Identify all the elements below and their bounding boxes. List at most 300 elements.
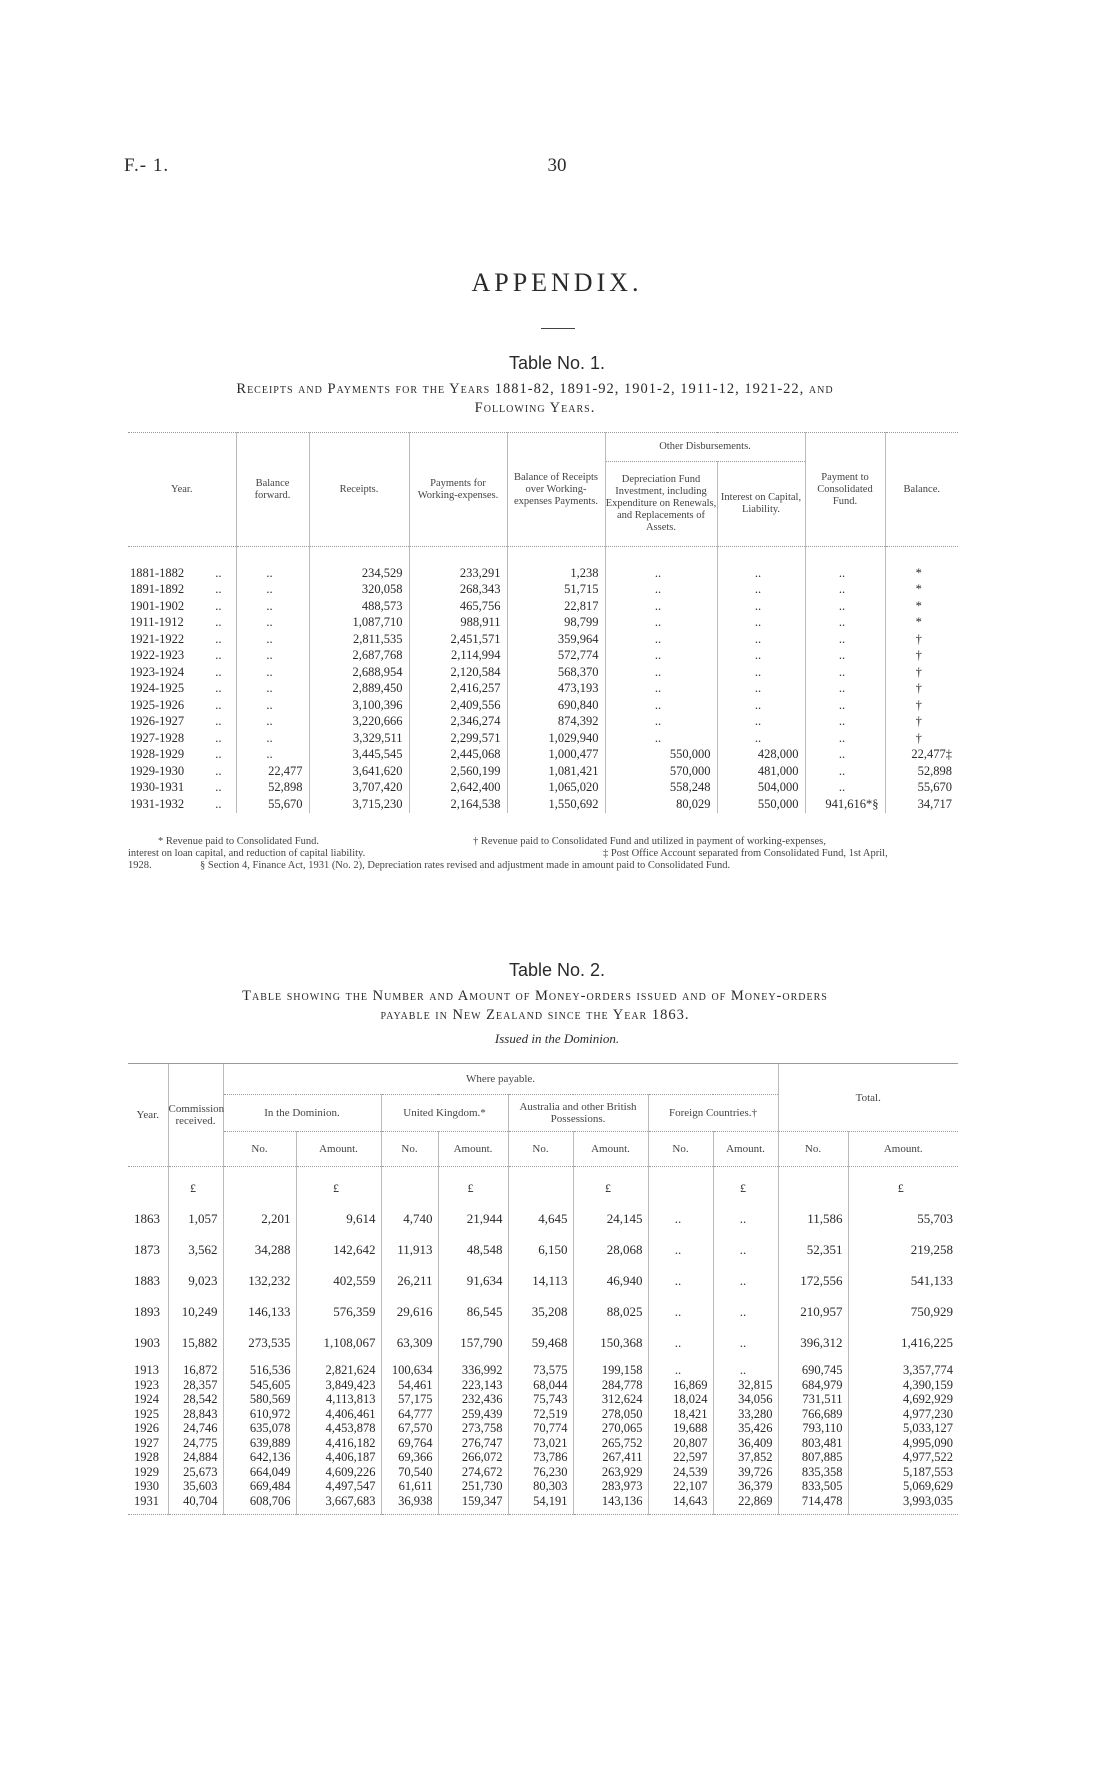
table2-year: 1903 [134, 1335, 160, 1350]
table2-cell: .. [648, 1258, 713, 1289]
table2-cell: 22,869 [713, 1494, 778, 1515]
t2-head-no: No. [648, 1132, 713, 1167]
table1-year-leader: .. [215, 730, 222, 745]
table1-year-leader: .. [215, 747, 222, 762]
appendix-title: APPENDIX. [471, 268, 643, 297]
table1-cell: 2,409,556 [409, 697, 507, 714]
table2-currency-cell [648, 1167, 713, 1197]
table2-cell: 22,107 [648, 1479, 713, 1494]
table1-year: 1929-1930 [130, 763, 185, 778]
table1-cell: † [885, 730, 958, 747]
table2-cell: 34,288 [223, 1227, 296, 1258]
table2-cell: 37,852 [713, 1450, 778, 1465]
table2-cell: 284,778 [573, 1378, 648, 1393]
table1-cell: 1,000,477 [507, 747, 605, 764]
t2-head-year: Year. [128, 1064, 168, 1167]
table1-cell [128, 796, 236, 813]
table2-cell: 11,586 [778, 1196, 848, 1227]
table2-cell: 232,436 [438, 1392, 508, 1407]
table1-cell: .. [236, 681, 309, 698]
table2-year: 1923 [134, 1377, 159, 1392]
table1-cell: 22,477‡ [885, 747, 958, 764]
table1-cell: 941,616*§ [805, 796, 885, 813]
table2-cell: 210,957 [778, 1289, 848, 1320]
table2-cell: 803,481 [778, 1436, 848, 1451]
t2-head-uk: United Kingdom.* [381, 1095, 508, 1132]
table1-cell [128, 615, 236, 632]
table1-cell: 3,220,666 [309, 714, 409, 731]
table1-cell: 2,299,571 [409, 730, 507, 747]
t2-head-no: No. [223, 1132, 296, 1167]
table1-cell: 568,370 [507, 664, 605, 681]
table2-cell: 55,703 [848, 1196, 958, 1227]
table2-cell: 91,634 [438, 1258, 508, 1289]
table1-cell: 2,445,068 [409, 747, 507, 764]
table2-cell: .. [648, 1351, 713, 1378]
table2-cell: 9,023 [168, 1258, 223, 1289]
table2-cell: 150,368 [573, 1320, 648, 1351]
table1-cell: .. [605, 714, 717, 731]
table2-year: 1863 [134, 1211, 160, 1226]
t1-head-balance: Balance. [885, 433, 958, 547]
table1-cell: 2,346,274 [409, 714, 507, 731]
table1-cell: 3,641,620 [309, 763, 409, 780]
table1-footnotes [128, 836, 958, 872]
table2-cell: 39,726 [713, 1465, 778, 1480]
table1-row [128, 582, 958, 599]
table1-cell: .. [717, 714, 805, 731]
table2-currency-cell: £ [573, 1167, 648, 1197]
table2-cell: 251,730 [438, 1479, 508, 1494]
table1-cell: 55,670 [885, 780, 958, 797]
table1-cell: 1,238 [507, 547, 605, 582]
table2-currency-cell: £ [296, 1167, 381, 1197]
table2-cell: 4,406,461 [296, 1407, 381, 1422]
table1-row [128, 763, 958, 780]
table1-year-leader: .. [215, 631, 222, 646]
table2-cell: .. [713, 1227, 778, 1258]
table2-cell: 750,929 [848, 1289, 958, 1320]
table2-cell: 259,439 [438, 1407, 508, 1422]
table2-cell: .. [713, 1351, 778, 1378]
table2-cell: 4,645 [508, 1196, 573, 1227]
t2-head-australia: Australia and other British Possessions. [508, 1095, 648, 1132]
table1-row [128, 664, 958, 681]
table1 [128, 432, 958, 813]
table1-cell: .. [605, 664, 717, 681]
t2-head-amount: Amount. [438, 1132, 508, 1167]
table1-cell: 2,642,400 [409, 780, 507, 797]
table2-cell: 1,057 [168, 1196, 223, 1227]
table2-cell: 4,406,187 [296, 1450, 381, 1465]
table1-cell [128, 582, 236, 599]
table2-cell: 3,667,683 [296, 1494, 381, 1515]
table1-cell: .. [717, 631, 805, 648]
table2-cell: 34,056 [713, 1392, 778, 1407]
table1-cell: 2,114,994 [409, 648, 507, 665]
table2-cell: 70,540 [381, 1465, 438, 1480]
table2-cell: 57,175 [381, 1392, 438, 1407]
table2-cell: 73,575 [508, 1351, 573, 1378]
table1-cell [128, 780, 236, 797]
t1-head-year: Year. [128, 433, 236, 547]
table1-cell: .. [805, 631, 885, 648]
table1-cell: 690,840 [507, 697, 605, 714]
table2-cell: 199,158 [573, 1351, 648, 1378]
table2-currency-cell: £ [438, 1167, 508, 1197]
table2-cell: 52,351 [778, 1227, 848, 1258]
table1-cell: .. [605, 648, 717, 665]
table1-cell [128, 598, 236, 615]
table1-cell: 1,087,710 [309, 615, 409, 632]
table2-year: 1893 [134, 1304, 160, 1319]
table2-cell: 2,821,624 [296, 1351, 381, 1378]
table1-year-leader: .. [215, 582, 222, 597]
footnote-section: § Section 4, Finance Act, 1931 (No. 2), Depreciation rates revised and adjustment made in amount paid to Consolidated Fund. [200, 860, 731, 871]
t2-head-amount: Amount. [713, 1132, 778, 1167]
table2-cell: 219,258 [848, 1227, 958, 1258]
table2-row [128, 1289, 958, 1320]
t2-head-commission: Commission received. [168, 1064, 223, 1167]
table2-cell: 72,519 [508, 1407, 573, 1422]
table1-cell: .. [805, 780, 885, 797]
title-rule [541, 328, 575, 329]
table1-year: 1928-1929 [130, 747, 185, 762]
table2-cell: 63,309 [381, 1320, 438, 1351]
table2-currency-cell [223, 1167, 296, 1197]
table2-cell: 642,136 [223, 1450, 296, 1465]
t2-head-amount: Amount. [573, 1132, 648, 1167]
table1-cell: 52,898 [885, 763, 958, 780]
table2-row [128, 1436, 958, 1451]
table2-year: 1928 [134, 1450, 159, 1464]
table1-cell: 2,560,199 [409, 763, 507, 780]
table2-cell: 396,312 [778, 1320, 848, 1351]
table1-cell: .. [717, 598, 805, 615]
table1-cell: .. [805, 598, 885, 615]
table2-currency-cell [508, 1167, 573, 1197]
table2-row [128, 1465, 958, 1480]
table2-year: 1931 [128, 1494, 168, 1515]
table1-cell: .. [236, 582, 309, 599]
table2-row [128, 1378, 958, 1393]
table1-row [128, 796, 958, 813]
table1-cell: † [885, 648, 958, 665]
table2-cell: 336,992 [438, 1351, 508, 1378]
table1-year-leader: .. [215, 714, 222, 729]
table2-cell: .. [713, 1258, 778, 1289]
table1-cell: 2,889,450 [309, 681, 409, 698]
table1-cell: .. [805, 582, 885, 599]
table1-row [128, 730, 958, 747]
table2-cell: 21,944 [438, 1196, 508, 1227]
table1-year: 1901-1902 [130, 598, 185, 613]
footnote-dagger: † Revenue paid to Consolidated Fund and utilized in payment of working-expenses, [473, 836, 826, 847]
table1-cell [128, 697, 236, 714]
table2-row [128, 1407, 958, 1422]
table2-cell: 24,145 [573, 1196, 648, 1227]
table1-year-leader: .. [215, 664, 222, 679]
table2-cell: 278,050 [573, 1407, 648, 1422]
table2-cell: 4,995,090 [848, 1436, 958, 1451]
table1-cell: .. [805, 664, 885, 681]
footnote-double-dagger: ‡ Post Office Account separated from Consolidated Fund, 1st April, [603, 848, 888, 859]
table2-cell: 4,692,929 [848, 1392, 958, 1407]
table2-cell: 70,774 [508, 1421, 573, 1436]
table2-cell: 4,609,226 [296, 1465, 381, 1480]
table2-year: 1930 [134, 1479, 159, 1493]
table2-cell: 402,559 [296, 1258, 381, 1289]
table2-year: 1873 [134, 1242, 160, 1257]
table1-cell: .. [236, 664, 309, 681]
table1-cell: 550,000 [717, 796, 805, 813]
table2-row [128, 1227, 958, 1258]
table2-cell: 24,775 [168, 1436, 223, 1451]
table2-row [128, 1392, 958, 1407]
table1-year: 1931-1932 [130, 796, 185, 811]
t2-head-foreign: Foreign Countries.† [648, 1095, 778, 1132]
table2-cell: 28,357 [168, 1378, 223, 1393]
table1-year-leader: .. [215, 697, 222, 712]
page-number: 30 [547, 155, 567, 176]
table1-cell: .. [805, 615, 885, 632]
table1-cell: 55,670 [236, 796, 309, 813]
table1-year: 1911-1912 [130, 615, 184, 630]
table2-cell: 639,889 [223, 1436, 296, 1451]
table2-row [128, 1258, 958, 1289]
t2-head-no: No. [381, 1132, 438, 1167]
table2-currency-cell: £ [848, 1167, 958, 1197]
table2-cell: 4,416,182 [296, 1436, 381, 1451]
table2-cell: 610,972 [223, 1407, 296, 1422]
table1-cell: 2,416,257 [409, 681, 507, 698]
table1-year-leader: .. [215, 796, 222, 811]
table1-cell: .. [805, 747, 885, 764]
table1-cell: .. [236, 714, 309, 731]
table1-cell: .. [236, 648, 309, 665]
t1-head-other-disbursements: Other Disbursements. [605, 433, 805, 462]
table2-cell: 69,764 [381, 1436, 438, 1451]
table2-cell: 29,616 [381, 1289, 438, 1320]
table1-year-leader: .. [215, 598, 222, 613]
table2-cell: 159,347 [438, 1494, 508, 1515]
table2-cell: 4,390,159 [848, 1378, 958, 1393]
table1-cell: .. [717, 615, 805, 632]
t1-head-receipts: Receipts. [309, 433, 409, 547]
table2-cell: 14,643 [648, 1494, 713, 1515]
table1-cell: 268,343 [409, 582, 507, 599]
table1-cell: .. [805, 681, 885, 698]
table2-year: 1913 [134, 1363, 159, 1377]
table1-year-leader: .. [215, 681, 222, 696]
table1-cell: .. [236, 598, 309, 615]
table2-cell: 18,024 [648, 1392, 713, 1407]
table2-cell: 67,570 [381, 1421, 438, 1436]
table1-cell: .. [805, 714, 885, 731]
table2-year: 1927 [134, 1435, 159, 1450]
table2-cell: 36,409 [713, 1436, 778, 1451]
table2-cell: 54,191 [508, 1494, 573, 1515]
table1-cell: .. [605, 582, 717, 599]
table2-row [128, 1479, 958, 1494]
table2-year: 1883 [134, 1273, 160, 1288]
t2-head-amount: Amount. [848, 1132, 958, 1167]
table1-cell: † [885, 631, 958, 648]
table1-row [128, 648, 958, 665]
table1-cell: 359,964 [507, 631, 605, 648]
table1-cell: 320,058 [309, 582, 409, 599]
table1-cell: .. [605, 697, 717, 714]
table2-cell: 807,885 [778, 1450, 848, 1465]
table2-caption-line2: payable in New Zealand since the Year 1863. [380, 1007, 690, 1023]
table1-cell: 52,898 [236, 780, 309, 797]
table1-cell: .. [805, 648, 885, 665]
table1-row [128, 547, 958, 582]
table1-cell: .. [805, 763, 885, 780]
table2-cell: 32,815 [713, 1378, 778, 1393]
table1-cell: 1,065,020 [507, 780, 605, 797]
table2-cell: 69,366 [381, 1450, 438, 1465]
table1-cell: 22,817 [507, 598, 605, 615]
table2-cell: 14,113 [508, 1258, 573, 1289]
table1-cell: .. [605, 547, 717, 582]
table2-cell: 20,807 [648, 1436, 713, 1451]
table1-cell [128, 664, 236, 681]
table1-cell: † [885, 714, 958, 731]
table1-cell: .. [717, 582, 805, 599]
table2-cell: 4,453,878 [296, 1421, 381, 1436]
table2-cell: 6,150 [508, 1227, 573, 1258]
table2-cell: 75,743 [508, 1392, 573, 1407]
table1-cell: 428,000 [717, 747, 805, 764]
table1-cell: 572,774 [507, 648, 605, 665]
table1-cell: 98,799 [507, 615, 605, 632]
table2-currency-cell [381, 1167, 438, 1197]
table2-cell: 64,777 [381, 1407, 438, 1422]
table2-cell: 5,069,629 [848, 1479, 958, 1494]
table1-cell [128, 714, 236, 731]
t2-head-amount: Amount. [296, 1132, 381, 1167]
footnote-double-dagger-cont: 1928. [128, 860, 152, 871]
table1-row [128, 631, 958, 648]
table2-row [128, 1450, 958, 1465]
table1-year: 1930-1931 [130, 780, 185, 795]
table1-cell: 22,477 [236, 763, 309, 780]
table2-number: Table No. 2. [508, 960, 606, 980]
table1-year: 1891-1892 [130, 582, 185, 597]
table2-cell: 635,078 [223, 1421, 296, 1436]
table1-cell: 558,248 [605, 780, 717, 797]
table1-year-leader: .. [215, 648, 222, 663]
table1-row [128, 697, 958, 714]
table2-currency-cell: £ [713, 1167, 778, 1197]
table2-cell: 22,597 [648, 1450, 713, 1465]
table1-year: 1881-1882 [130, 565, 185, 580]
table2-cell: 80,303 [508, 1479, 573, 1494]
table1-row [128, 681, 958, 698]
table2-cell: 24,539 [648, 1465, 713, 1480]
table1-cell: 3,445,545 [309, 747, 409, 764]
table2-cell: 172,556 [778, 1258, 848, 1289]
table2-cell: 4,977,230 [848, 1407, 958, 1422]
table1-year: 1922-1923 [130, 648, 185, 663]
table2-subcaption: Issued in the Dominion. [494, 1031, 620, 1046]
table2-cell: 1,108,067 [296, 1320, 381, 1351]
table2-cell: 516,536 [223, 1351, 296, 1378]
table2-cell: 157,790 [438, 1320, 508, 1351]
table2-cell: 19,688 [648, 1421, 713, 1436]
table2-cell: 35,208 [508, 1289, 573, 1320]
table2-cell: 276,747 [438, 1436, 508, 1451]
table2-cell: 266,072 [438, 1450, 508, 1465]
table2-cell: 274,672 [438, 1465, 508, 1480]
table2-cell: 3,357,774 [848, 1351, 958, 1378]
table2-year: 1926 [134, 1421, 159, 1435]
table2-cell: 24,746 [168, 1421, 223, 1436]
table1-cell: .. [236, 697, 309, 714]
table1-row [128, 615, 958, 632]
t1-head-balance-receipts: Balance of Receipts over Working-expenses Payments. [507, 433, 605, 547]
table1-cell: 465,756 [409, 598, 507, 615]
table1-cell [128, 681, 236, 698]
table2-cell: 33,280 [713, 1407, 778, 1422]
table1-cell [128, 631, 236, 648]
table2-cell: 88,025 [573, 1289, 648, 1320]
table1-cell: 1,029,940 [507, 730, 605, 747]
table1-cell: 988,911 [409, 615, 507, 632]
table1-number: Table No. 1. [508, 353, 606, 373]
table2-cell: 273,758 [438, 1421, 508, 1436]
table2-cell: 10,249 [168, 1289, 223, 1320]
page-reference: F.- 1. [124, 155, 170, 176]
table1-cell: .. [717, 681, 805, 698]
table2-cell: 312,624 [573, 1392, 648, 1407]
table2-cell: 36,938 [381, 1494, 438, 1515]
table1-cell: 80,029 [605, 796, 717, 813]
table2-cell: 28,542 [168, 1392, 223, 1407]
table1-cell: .. [236, 547, 309, 582]
table2-cell: 48,548 [438, 1227, 508, 1258]
table2-cell: 833,505 [778, 1479, 848, 1494]
table1-cell: 488,573 [309, 598, 409, 615]
table2-cell: 5,033,127 [848, 1421, 958, 1436]
table2-cell: 273,535 [223, 1320, 296, 1351]
table1-cell: .. [236, 747, 309, 764]
table2-cell: 15,882 [168, 1320, 223, 1351]
table2-cell: 731,511 [778, 1392, 848, 1407]
table1-cell: 2,120,584 [409, 664, 507, 681]
t2-head-where-payable: Where payable. [223, 1064, 778, 1095]
table2-row [128, 1494, 958, 1515]
table1-year-leader: .. [215, 780, 222, 795]
footnote-dagger-cont: interest on loan capital, and reduction of capital liability. [128, 848, 366, 859]
table2-cell: 24,884 [168, 1450, 223, 1465]
t2-head-no: No. [508, 1132, 573, 1167]
table1-cell: 3,100,396 [309, 697, 409, 714]
table2-cell: 608,706 [223, 1494, 296, 1515]
table2-cell: 28,068 [573, 1227, 648, 1258]
table2-cell: 35,426 [713, 1421, 778, 1436]
table2-cell: 36,379 [713, 1479, 778, 1494]
table2-cell: 16,869 [648, 1378, 713, 1393]
table1-year-leader: .. [215, 565, 222, 580]
table2-cell: .. [648, 1196, 713, 1227]
table2-cell: .. [713, 1289, 778, 1320]
table2 [128, 1063, 958, 1515]
table1-cell: .. [605, 631, 717, 648]
table1-cell: † [885, 681, 958, 698]
table2-cell: 76,230 [508, 1465, 573, 1480]
